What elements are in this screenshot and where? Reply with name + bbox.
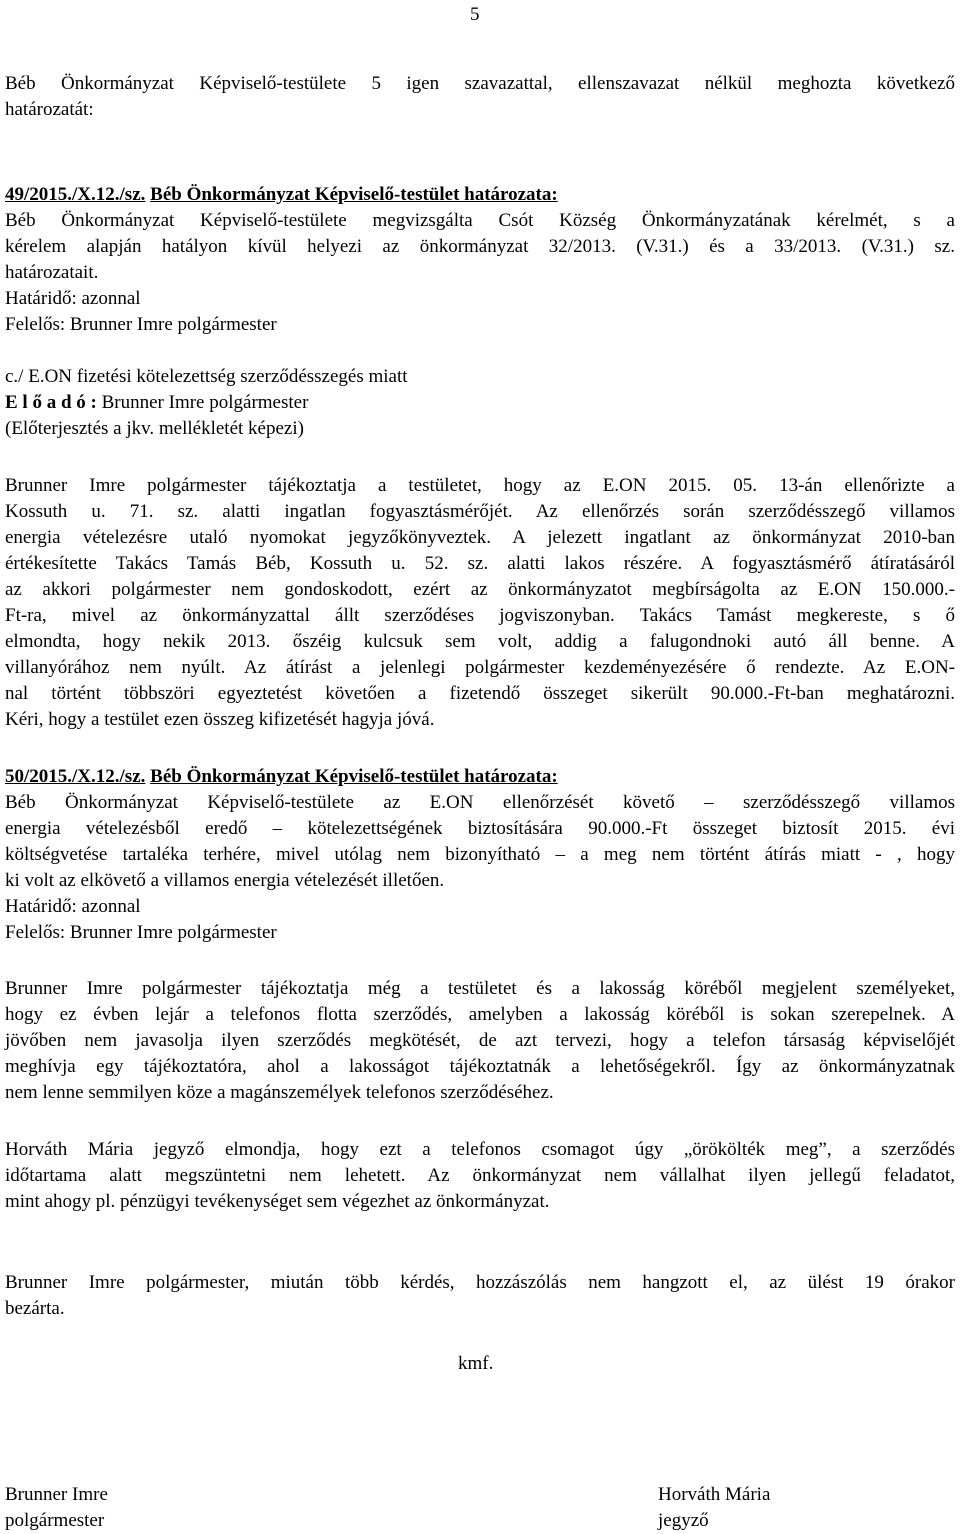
attachment-note: (Előterjesztés a jkv. mellékletét képezi) xyxy=(5,418,304,439)
paragraph-line: mint ahogy pl. pénzügyi tevékenységet sem végezhet az önkormányzat. xyxy=(5,1191,550,1212)
intro-line: Béb Önkormányzat Képviselő-testülete 5 igen szavazattal, ellenszavazat nélkül meghozta következő xyxy=(5,73,955,94)
paragraph-line: időtartama alatt megszüntetni nem lehetett. Az önkormányzat nem vállalhat ilyen jellegű feladatot, xyxy=(5,1165,955,1186)
deadline: Határidő: azonnal xyxy=(5,896,141,917)
closing-line: bezárta. xyxy=(5,1298,65,1319)
presenter-label: E l ő a d ó : xyxy=(5,392,97,413)
paragraph-line: nal történt többszöri egyeztetést követően a fizetendő összeget sikerült 90.000.-Ft-ban meghatározni. xyxy=(5,683,955,704)
paragraph-line: Kossuth u. 71. sz. alatti ingatlan fogyasztásmérőjét. Az ellenőrzés során szerződésszegő villamos xyxy=(5,501,955,522)
resolution-heading xyxy=(5,764,955,790)
resolution-text-line: költségvetése tartaléka terhére, mivel utólag nem bizonyítható – a meg nem történt átírás miatt - , hogy xyxy=(5,844,955,865)
agenda-item-title: c./ E.ON fizetési kötelezettség szerződésszegés miatt xyxy=(5,366,408,387)
signature-right-name: Horváth Mária xyxy=(658,1484,771,1505)
signature-right-title: jegyző xyxy=(658,1510,709,1531)
paragraph-line: energia vételezésre utaló nyomokat jegyzőkönyveztek. A jelezett ingatlant az önkormányzat 2010-ban xyxy=(5,527,955,548)
intro-line: határozatát: xyxy=(5,99,94,120)
paragraph-line: hogy ez évben lejár a telefonos flotta szerződés, amelyben a lakosság köréből is sokan szerepelnek. A xyxy=(5,1004,955,1025)
presenter-name: Brunner Imre polgármester xyxy=(96,392,309,413)
paragraph-line: az akkori polgármester nem gondoskodott, ezért az önkormányzatot megbírságolta az E.ON 150.000.- xyxy=(5,579,955,600)
deadline: Határidő: azonnal xyxy=(5,288,141,309)
paragraph-line: Brunner Imre polgármester tájékoztatja a testületet, hogy az E.ON 2015. 05. 13-án ellenőrizte a xyxy=(5,475,955,496)
resolution-text-line: kérelem alapján hatályon kívül helyezi az önkormányzat 32/2013. (V.31.) és a 33/2013. (V.31.) sz. xyxy=(5,236,955,257)
page-number: 5 xyxy=(470,4,480,25)
resolution-text-line: energia vételezésből eredő – kötelezettségének biztosítására 90.000.-Ft összeget biztosít 2015. évi xyxy=(5,818,955,839)
signature-left-name: Brunner Imre xyxy=(5,1484,108,1505)
resolution-number: 49/2015./X.12./sz. xyxy=(5,184,146,205)
presenter-line xyxy=(5,390,955,416)
paragraph-line: Kéri, hogy a testület ezen összeg kifizetését hagyja jóvá. xyxy=(5,709,435,730)
paragraph-line: nem lenne semmilyen köze a magánszemélyek telefonos szerződéséhez. xyxy=(5,1082,554,1103)
closing-line: Brunner Imre polgármester, miután több kérdés, hozzászólás nem hangzott el, az ülést 19 órakor xyxy=(5,1272,955,1293)
resolution-text-line: Béb Önkormányzat Képviselő-testülete az E.ON ellenőrzését követő – szerződésszegő villamos xyxy=(5,792,955,813)
paragraph-line: meghívja egy tájékoztatóra, ahol a lakosságot tájékoztatnák a lehetőségekről. Így az önkormányzatnak xyxy=(5,1056,955,1077)
resolution-text-line: Béb Önkormányzat Képviselő-testülete megvizsgálta Csót Község Önkormányzatának kérelmét, s a xyxy=(5,210,955,231)
responsible: Felelős: Brunner Imre polgármester xyxy=(5,314,277,335)
paragraph-line: elmondta, hogy nekik 2013. őszéig kulcsuk sem volt, addig a falugondnoki autó áll benne. A xyxy=(5,631,955,652)
resolution-text-line: ki volt az elkövető a villamos energia vételezését illetően. xyxy=(5,870,445,891)
responsible: Felelős: Brunner Imre polgármester xyxy=(5,922,277,943)
paragraph-line: Brunner Imre polgármester tájékoztatja még a testületet és a lakosság köréből megjelent személyeket, xyxy=(5,978,955,999)
resolution-text-line: határozatait. xyxy=(5,262,99,283)
resolution-title: Béb Önkormányzat Képviselő-testület határozata: xyxy=(150,184,558,205)
paragraph-line: jövőben nem javasolja ilyen szerződés megkötését, de azt tervezi, hogy a telefon társaság képviselőjét xyxy=(5,1030,955,1051)
paragraph-line: Horváth Mária jegyző elmondja, hogy ezt a telefonos csomagot úgy „örökölték meg”, a szerződés xyxy=(5,1139,955,1160)
resolution-title: Béb Önkormányzat Képviselő-testület határozata: xyxy=(150,766,558,787)
kmf-label: kmf. xyxy=(458,1353,494,1374)
resolution-heading xyxy=(5,182,955,208)
paragraph-line: értékesítette Takács Tamás Béb, Kossuth u. 52. sz. alatti lakos részére. A fogyasztásmérő átíratásáról xyxy=(5,553,955,574)
paragraph-line: villanyórához nem nyúlt. Az átírást a jelenlegi polgármester kezdeményezésére ő rendezte. Az E.ON- xyxy=(5,657,955,678)
paragraph-line: Ft-ra, mivel az önkormányzattal állt szerződéses jogviszonyban. Takács Tamást megkereste, s ő xyxy=(5,605,955,626)
resolution-number: 50/2015./X.12./sz. xyxy=(5,766,146,787)
signature-left-title: polgármester xyxy=(5,1510,105,1531)
